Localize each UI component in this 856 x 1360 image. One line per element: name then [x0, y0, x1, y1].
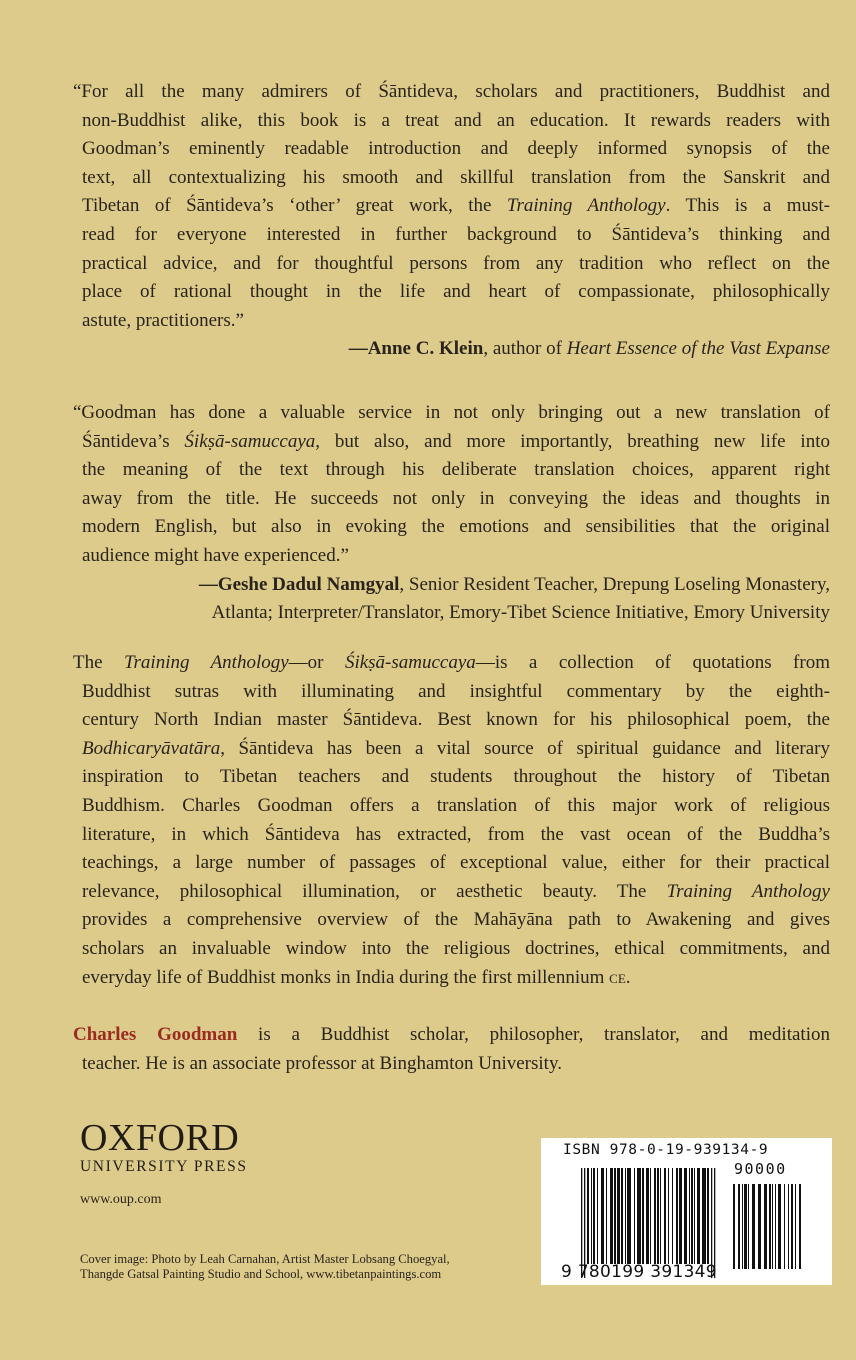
text-segment: Buddhism. Charles Goodman offers a translation of this major work of religious [82, 794, 830, 816]
barcode-bar [672, 1168, 673, 1264]
title-italic: Śikṣā-samuccaya [184, 430, 316, 452]
text-line [73, 1021, 830, 1050]
text-segment: non-Buddhist alike, this book is a treat and an education. It rewards readers with [82, 109, 830, 131]
ean-number: 9 780199 391349 [561, 1262, 717, 1282]
text-segment: text, all contextualizing his smooth and skillful translation from the Sanskrit and [82, 166, 830, 188]
barcode-bar [668, 1168, 669, 1264]
text-line [82, 792, 830, 821]
barcode-bar [697, 1168, 700, 1264]
cover-credit [80, 1252, 450, 1282]
barcode-bar [597, 1168, 598, 1264]
barcode-bar [646, 1168, 649, 1264]
attribution-line [82, 599, 830, 628]
text-segment: Atlanta; Interpreter/Translator, Emory-Tibet Science Initiative, Emory University [211, 602, 830, 624]
text-line [82, 278, 830, 307]
credit-line: Thangde Gatsal Painting Studio and School, www.tibetanpaintings.com [80, 1267, 442, 1281]
oxford-logo [80, 1119, 248, 1177]
barcode-bar [775, 1184, 776, 1269]
barcode-bar [617, 1168, 620, 1264]
barcode-bar [744, 1184, 747, 1269]
barcode-bar [752, 1184, 755, 1269]
text-line [82, 107, 830, 136]
barcode-bar [784, 1184, 785, 1269]
credit-line: Cover image: Photo by Leah Carnahan, Artist Master Lobsang Choegyal, [80, 1252, 450, 1266]
text-line [82, 1050, 830, 1079]
text-segment: everyday life of Buddhist monks in India during the first millennium [82, 966, 610, 988]
text-segment: is a Buddhist scholar, philosopher, translator, and meditation [237, 1024, 830, 1045]
attribution-line [82, 571, 830, 600]
text-segment: inspiration to Tibetan teachers and students throughout the history of Tibetan [82, 766, 830, 788]
barcode-bar [642, 1168, 644, 1264]
text-segment: century North Indian master Śāntideva. Best known for his philosophical poem, the [82, 709, 830, 731]
isbn-barcode [541, 1138, 832, 1285]
barcode-bar [625, 1168, 626, 1264]
barcode-bar [691, 1168, 693, 1264]
endorser-name: —Geshe Dadul Namgyal [198, 573, 400, 595]
text-line [73, 399, 830, 428]
text-line [82, 250, 830, 279]
text-segment: The [73, 652, 124, 673]
text-segment: provides a comprehensive overview of the Mahāyāna path to Awakening and gives [82, 909, 830, 931]
barcode-bar [764, 1184, 767, 1269]
text-segment: , Śāntideva has been a vital source of spiritual guidance and literary [220, 737, 830, 759]
text-line [73, 649, 830, 678]
text-segment: away from the title. He succeeds not only in conveying the ideas and thoughts in [82, 487, 830, 509]
barcode-bar [621, 1168, 623, 1264]
title-italic: Śikṣā-samuccaya [344, 652, 476, 673]
text-line [82, 906, 830, 935]
endorsement-klein [73, 78, 830, 364]
barcode-bar [689, 1168, 690, 1264]
text-line [82, 428, 830, 457]
text-segment: —or [288, 652, 345, 673]
publisher-url: www.oup.com [80, 1192, 162, 1207]
barcode-bar [627, 1168, 631, 1264]
text-segment: ce [609, 966, 626, 988]
text-line [82, 221, 830, 250]
text-segment: , Senior Resident Teacher, Drepung Loseling Monastery, [399, 573, 830, 595]
barcode-bar [660, 1168, 661, 1264]
text-segment: literature, in which Śāntideva has extracted, from the vast ocean of the Buddha’s [82, 823, 830, 845]
barcode-bar [791, 1184, 793, 1269]
text-line [82, 485, 830, 514]
text-line [82, 821, 830, 850]
text-segment: scholars an invaluable window into the religious doctrines, ethical commitments, and [82, 937, 830, 959]
barcode-bar [733, 1184, 735, 1269]
title-italic: Bodhicaryāvatāra [82, 737, 221, 759]
author-bio [73, 1021, 830, 1078]
barcode-bar [601, 1168, 604, 1264]
text-segment: “Goodman has done a valuable service in not only bringing out a new translation of [73, 402, 830, 423]
price-addon: 90000 [734, 1160, 787, 1178]
barcode-bar [702, 1168, 706, 1264]
text-line [82, 307, 830, 336]
text-line [73, 78, 830, 107]
title-italic: Training Anthology [666, 880, 830, 902]
text-line [82, 678, 830, 707]
barcode-bar [707, 1168, 709, 1264]
text-segment: audience might have experienced.” [82, 544, 349, 566]
text-line [82, 513, 830, 542]
barcode-bar [657, 1168, 659, 1264]
text-line [82, 878, 830, 907]
barcode-bar [742, 1184, 743, 1269]
barcode-bar [679, 1168, 682, 1264]
barcode-bar [587, 1168, 589, 1264]
text-segment: astute, practitioners.” [82, 309, 244, 331]
barcode-bar [650, 1168, 651, 1264]
isbn-label: ISBN 978-0-19-939134-9 [563, 1142, 769, 1158]
text-segment: —is a collection of quotations from [475, 652, 830, 673]
text-segment: . This is a must- [665, 195, 830, 217]
text-line [82, 192, 830, 221]
text-segment: , but also, and more importantly, breathing new life into [315, 430, 830, 452]
text-line [82, 164, 830, 193]
barcode-bar [758, 1184, 761, 1269]
text-segment: practical advice, and for thoughtful persons from any tradition who reflect on the [82, 252, 830, 274]
text-line [82, 542, 830, 571]
publisher-subtitle: UNIVERSITY PRESS [80, 1158, 248, 1175]
barcode-bar [610, 1168, 613, 1264]
endorser-name: —Anne C. Klein [348, 338, 484, 360]
text-segment: place of rational thought in the life and heart of compassionate, philosophically [82, 281, 830, 303]
text-line [82, 135, 830, 164]
author-name: Charles Goodman [73, 1024, 238, 1045]
barcode-bar [637, 1168, 641, 1264]
barcode-bar [676, 1168, 678, 1264]
barcode-bar [795, 1184, 796, 1269]
barcode-bar [654, 1168, 656, 1264]
title-italic: Heart Essence of the Vast Expanse [566, 338, 830, 360]
endorsement-namgyal [73, 399, 830, 628]
barcode-bar [769, 1184, 771, 1269]
text-line [82, 849, 830, 878]
text-segment: “For all the many admirers of Śāntideva, scholars and practitioners, Buddhist and [73, 81, 830, 102]
text-segment: , author of [483, 338, 567, 360]
barcode-bar [778, 1184, 781, 1269]
barcode-bar [788, 1184, 789, 1269]
barcode-bar [799, 1184, 801, 1269]
text-segment: Buddhist sutras with illuminating and insightful commentary by the eighth- [82, 680, 830, 702]
barcode-bar [748, 1184, 749, 1269]
barcode-bar [694, 1168, 695, 1264]
text-segment: teacher. He is an associate professor at Binghamton University. [82, 1052, 562, 1074]
text-segment: Śāntideva’s [82, 430, 185, 452]
text-line [82, 456, 830, 485]
text-segment: modern English, but also in evoking the emotions and sensibilities that the original [82, 516, 830, 538]
book-description [73, 649, 830, 992]
text-line [82, 964, 830, 993]
text-segment: . [625, 966, 631, 988]
text-line [82, 735, 830, 764]
title-italic: Training Anthology [506, 195, 666, 217]
barcode-bar [738, 1184, 740, 1269]
text-segment: Tibetan of Śāntideva’s ‘other’ great work, the [82, 195, 507, 217]
text-segment: teachings, a large number of passages of exceptional value, either for their practical [82, 852, 830, 874]
barcode-bar [684, 1168, 687, 1264]
barcode-bar [664, 1168, 666, 1264]
barcode-bar [634, 1168, 635, 1264]
attribution-line [82, 335, 830, 364]
barcode-bar [591, 1168, 592, 1264]
text-line [82, 935, 830, 964]
text-segment: the meaning of the text through his deliberate translation choices, apparent right [82, 459, 830, 481]
text-segment: read for everyone interested in further background to Śāntideva’s thinking and [82, 223, 830, 245]
text-line [82, 763, 830, 792]
barcode-bar [593, 1168, 595, 1264]
text-segment: relevance, philosophical illumination, or aesthetic beauty. The [82, 880, 667, 902]
title-italic: Training Anthology [124, 652, 289, 673]
barcode-bar [772, 1184, 773, 1269]
text-segment: Goodman’s eminently readable introduction and deeply informed synopsis of the [82, 138, 830, 160]
barcode-bar [606, 1168, 607, 1264]
barcode-bar [614, 1168, 616, 1264]
text-line [82, 706, 830, 735]
publisher-name: OXFORD [80, 1117, 240, 1159]
